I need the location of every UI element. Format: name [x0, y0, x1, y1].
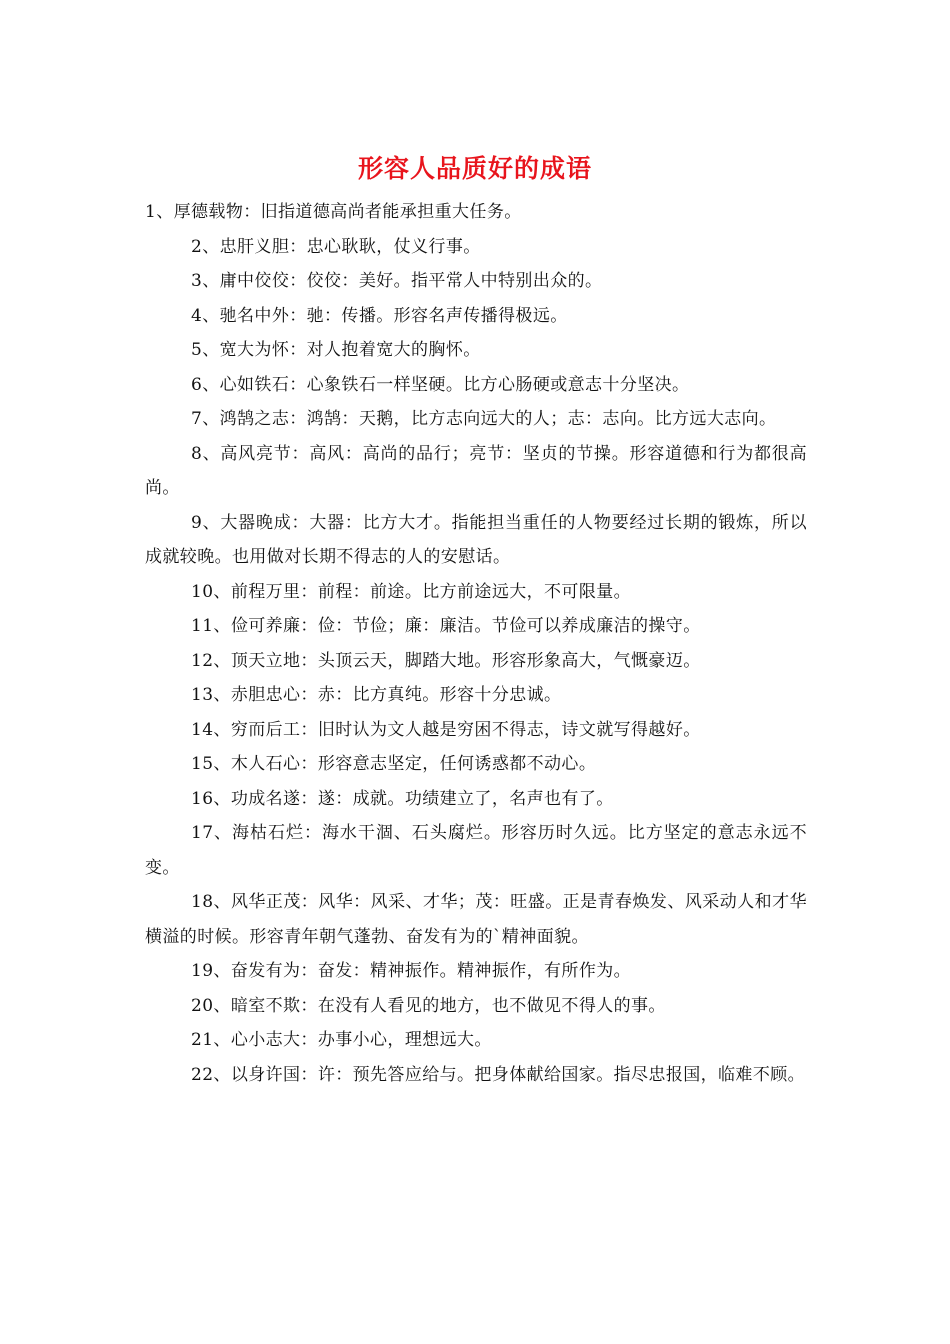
idiom-entry-9: 9、大器晚成：大器：比方大才。指能担当重任的人物要经过长期的锻炼，所以成就较晚。也用做对长期不得志的人的安慰话。 [145, 512, 807, 567]
idiom-entry-10: 10、前程万里：前程：前途。比方前途远大，不可限量。 [191, 581, 632, 602]
document-body [145, 195, 807, 1092]
idiom-entry-13: 13、赤胆忠心：赤：比方真纯。形容十分忠诚。 [191, 685, 562, 705]
idiom-entry-22: 22、以身许国：许：预先答应给与。把身体献给国家。指尽忠报国，临难不顾。 [191, 1064, 806, 1085]
idiom-entry-8: 8、高风亮节：高风：高尚的品行；亮节：坚贞的节操。形容道德和行为都很高尚。 [145, 443, 807, 498]
idiom-entry-12: 12、顶天立地：头顶云天，脚踏大地。形容形象高大，气慨豪迈。 [191, 650, 701, 671]
idiom-entry-21: 21、心小志大：办事小心，理想远大。 [191, 1030, 492, 1050]
idiom-entry-3: 3、庸中佼佼：佼佼：美好。指平常人中特别出众的。 [191, 271, 603, 291]
idiom-entry-4: 4、驰名中外：驰：传播。形容名声传播得极远。 [191, 305, 568, 326]
idiom-entry-19: 19、奋发有为：奋发：精神振作。精神振作，有所作为。 [191, 961, 632, 981]
idiom-entry-11: 11、俭可养廉：俭：节俭；廉：廉洁。节俭可以养成廉洁的操守。 [191, 616, 701, 636]
idiom-entry-17: 17、海枯石烂：海水干涸、石头腐烂。形容历时久远。比方坚定的意志永远不变。 [145, 823, 807, 878]
document-title: 形容人品质好的成语 [357, 154, 592, 183]
idiom-entry-14: 14、穷而后工：旧时认为文人越是穷困不得志，诗文就写得越好。 [191, 719, 701, 740]
idiom-entry-18: 18、风华正茂：风华：风采、才华；茂：旺盛。正是青春焕发、风采动人和才华横溢的时候。形容青年朝气蓬勃、奋发有为的`精神面貌。 [145, 892, 807, 947]
idiom-entry-2: 2、忠肝义胆：忠心耿耿，仗义行事。 [191, 236, 481, 257]
idiom-entry-1: 1、厚德载物：旧指道德高尚者能承担重大任务。 [145, 202, 522, 222]
idiom-entry-6: 6、心如铁石：心象铁石一样坚硬。比方心肠硬或意志十分坚决。 [191, 374, 690, 395]
idiom-entry-16: 16、功成名遂：遂：成就。功绩建立了，名声也有了。 [191, 788, 614, 809]
idiom-entry-15: 15、木人石心：形容意志坚定，任何诱惑都不动心。 [191, 754, 597, 774]
idiom-entry-5: 5、宽大为怀：对人抱着宽大的胸怀。 [191, 340, 481, 360]
idiom-entry-20: 20、暗室不欺：在没有人看见的地方，也不做见不得人的事。 [191, 995, 666, 1016]
idiom-entry-7: 7、鸿鹄之志：鸿鹄：天鹅，比方志向远大的人；志：志向。比方远大志向。 [191, 409, 777, 429]
